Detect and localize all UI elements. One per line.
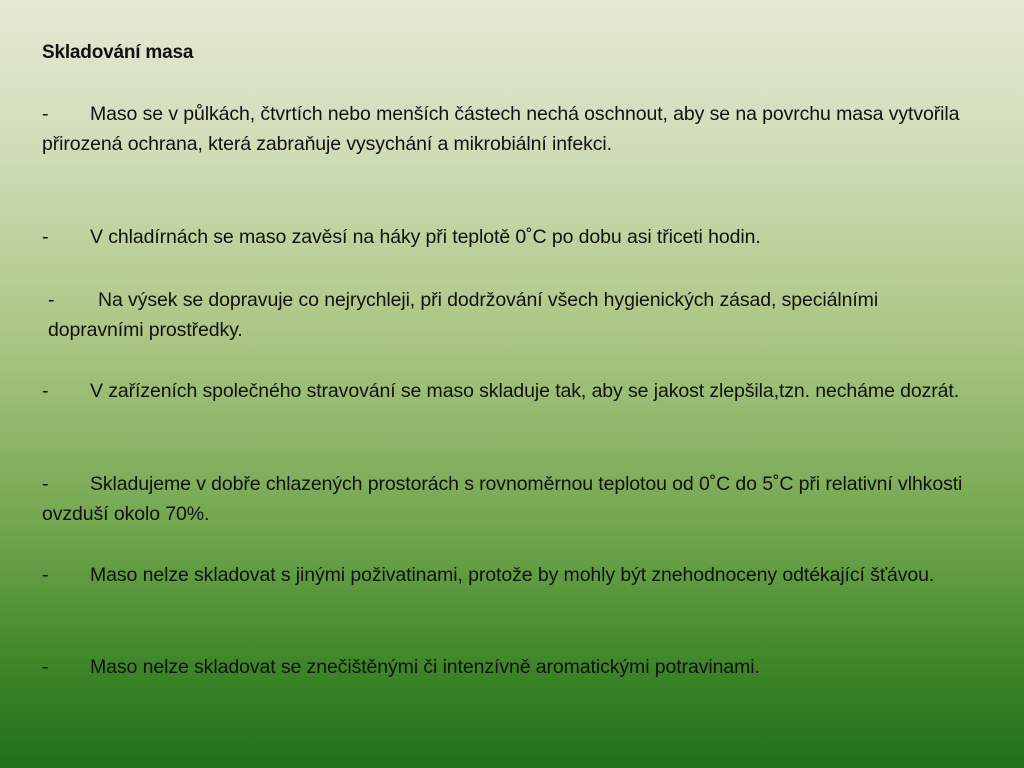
bullet-text: Na výsek se dopravuje co nejrychleji, při dodržování všech hygienických zásad, speciálními dopravními prostředky.: [48, 289, 879, 341]
bullet-dash: -: [42, 380, 49, 402]
bullet-text: V zařízeních společného stravování se maso skladuje tak, aby se jakost zlepšila,tzn. necháme dozrát.: [90, 380, 960, 402]
bullet-item: [42, 99, 972, 159]
bullet-item: [48, 285, 972, 345]
bullet-dash: -: [48, 289, 55, 311]
bullet-text: Maso nelze skladovat s jinými poživatinami, protože by mohly být znehodnoceny odtékající šťávou.: [90, 564, 935, 586]
bullet-item: [42, 222, 972, 252]
bullet-text: V chladírnách se maso zavěsí na háky při teplotě 0˚C po dobu asi třiceti hodin.: [90, 226, 761, 248]
bullet-dash: -: [42, 564, 49, 586]
bullet-text: Maso se v půlkách, čtvrtích nebo menších částech nechá oschnout, aby se na povrchu masa vytvořila přirozená ochrana, která zabraňuje vysychání a mikrobiální infekci.: [42, 103, 960, 155]
bullet-item: [42, 652, 972, 682]
bullet-text: Skladujeme v dobře chlazených prostorách s rovnoměrnou teplotou od 0˚C do 5˚C při relativní vlhkosti ovzduší okolo 70%.: [42, 473, 963, 525]
bullet-text: Maso nelze skladovat se znečištěnými či intenzívně aromatickými potravinami.: [90, 656, 760, 678]
bullet-item: [42, 376, 972, 406]
bullet-dash: -: [42, 103, 49, 125]
bullet-dash: -: [42, 473, 49, 495]
slide-title: Skladování masa: [42, 42, 194, 63]
bullet-dash: -: [42, 656, 49, 678]
bullet-dash: -: [42, 226, 49, 248]
bullet-item: [42, 560, 972, 590]
bullet-item: [42, 469, 972, 529]
